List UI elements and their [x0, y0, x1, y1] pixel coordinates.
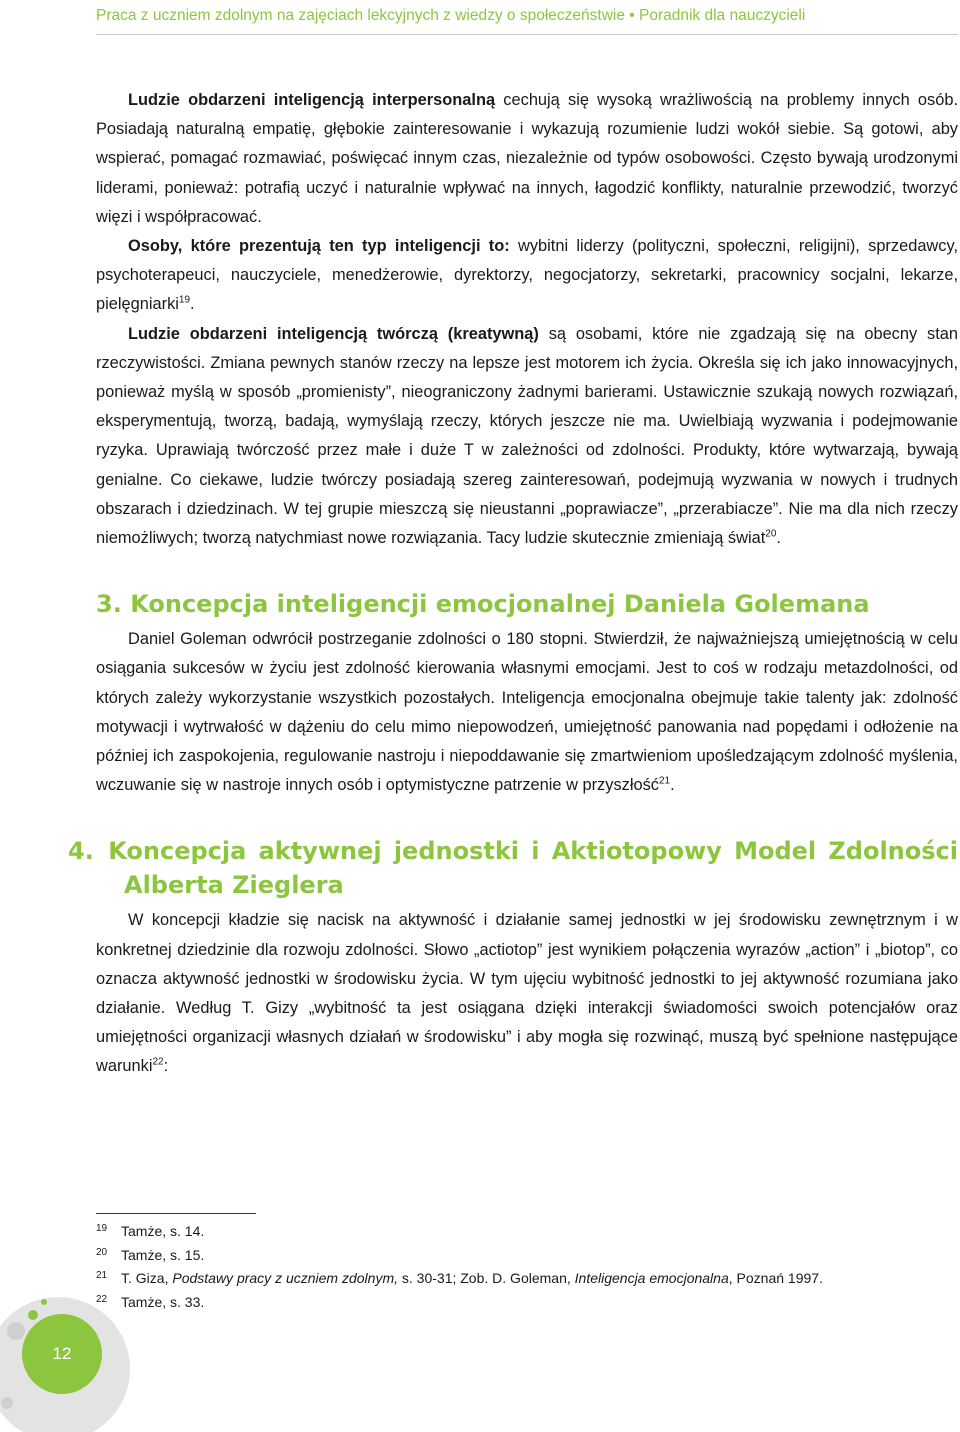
paragraph-text: W koncepcji kładzie się nacisk na aktywność i działanie samej jednostki w jej środowisku zewnętrznym i w konkretnej dziedzinie dla rozwoju zdolności. Słowo „actiotop” jest wynikiem połączenia wyrazów „action” i „biotop”, co oznacza aktywność jednostki w środowisku życia. W tym ujęciu wybitność jednostki to jej aktywność rozumiana jako działanie. Według T. Gizy „wybitność ta jest osiągana dzięki interakcji świadomości swoich potencjałów oraz umiejętności organizacji własnych działań w środowisku” i aby mogła się rozwinąć, muszą być spełnione następujące warunki — [96, 911, 958, 1076]
footnote-text: Tamże, s. 15. — [121, 1246, 205, 1263]
punctuation: . — [670, 776, 675, 795]
footnote-number: 22 — [96, 1293, 108, 1305]
footnote-20 — [96, 1244, 958, 1268]
paragraph-lead: Ludzie obdarzeni inteligencją interpersonalną — [128, 91, 496, 109]
paragraph-lead: Ludzie obdarzeni inteligencją twórczą (kreatywną) — [128, 324, 539, 343]
punctuation: . — [190, 295, 195, 314]
footnote-title: Inteligencja emocjonalna — [574, 1270, 729, 1286]
footnote-text: Tamże, s. 14. — [121, 1223, 205, 1239]
running-header: Praca z uczniem zdolnym na zajęciach lekcyjnych z wiedzy o społeczeństwie • Poradnik dla nauczycieli — [96, 7, 806, 24]
footnote-rule — [96, 1213, 256, 1214]
footnotes — [96, 1220, 958, 1314]
footnote-ref[interactable]: 21 — [658, 775, 671, 787]
section-number: 3. — [96, 590, 122, 619]
footnote-text: s. 30-31; Zob. D. Goleman, — [398, 1270, 575, 1286]
paragraph-creative — [96, 320, 958, 554]
paragraph-interpersonal — [96, 86, 958, 232]
footnote-number: 21 — [96, 1270, 108, 1281]
footnote-ref[interactable]: 20 — [765, 528, 777, 540]
punctuation: : — [163, 1057, 169, 1076]
section-heading-goleman — [96, 587, 958, 621]
paragraph-text: są osobami, które nie zgadzają się na obecny stan rzeczywistości. Zmiana pewnych stanów rzeczy na lepsze jest motorem ich życia. Określa się ich jako innowacyjnych, ponieważ myślą w sposób „promienisty”, nieograniczony żadnymi barierami. Ustawicznie szukają nowych rozwiązań, eksperymentują, tworzą, badają, wymyślają rzeczy, których jeszcze nie ma. Uwielbiają wyzwania i podejmowanie ryzyka. Uprawiają twórczość przez małe i duże T w zależności od zdolności. Produkty, które wytwarzają, bywają genialne. Co ciekawe, ludzie twórczy posiadają szereg zainteresowań, podejmują wyzwania w nowych i trudnych obszarach i dziedzinach. W tej grupie mieszczą się nieustanni „poprawiacze”, „przerabiacze”. Nie ma dla nich rzeczy niemożliwych; tworzą natychmiast nowe rozwiązania. Tacy ludzie skutecznie zmieniają świat — [96, 324, 958, 548]
footnote-number: 19 — [96, 1223, 108, 1234]
section-heading-ziegler: 4. Koncepcja aktywnej jednostki i Aktiotopowy Model Zdolności Alberta Zieglera — [68, 837, 958, 900]
footnote-number: 20 — [96, 1246, 108, 1258]
page-number: 12 — [22, 1314, 102, 1394]
footnote-title: Podstawy pracy z uczniem zdolnym, — [172, 1270, 398, 1286]
footnote-ref[interactable]: 19 — [178, 294, 191, 306]
paragraph-goleman — [96, 625, 958, 800]
section-title: Koncepcja inteligencji emocjonalnej Daniela Golemana — [130, 590, 870, 619]
paragraph-text: cechują się wysoką wrażliwością na problemy innych osób. Posiadają naturalną empatię, głębokie zainteresowanie i wykazują rozumienie ludzi wokół siebie. Są gotowi, aby wspierać, pomagać rozmawiać, poświęcać innym czas, niezależnie od typów osobowości. Często bywają urodzonymi liderami, ponieważ: potrafią uczyć i naturalnie wpływać na innych, łagodzić konflikty, naturalnie przewodzić, tworzyć więzi i współpracować. — [96, 91, 959, 226]
punctuation: . — [776, 529, 781, 548]
paragraph-lead: Osoby, które prezentują ten typ inteligencji to: — [128, 237, 510, 256]
header-rule — [96, 34, 958, 35]
footnote-22 — [96, 1291, 958, 1315]
footnote-text: T. Giza, — [121, 1270, 173, 1286]
main-content — [68, 86, 959, 1082]
paragraph-ziegler — [96, 906, 958, 1081]
footnote-ref[interactable]: 22 — [152, 1057, 164, 1069]
paragraph-text: Daniel Goleman odwrócił postrzeganie zdolności o 180 stopni. Stwierdził, że najważniejszą umiejętnością w celu osiągania sukcesów w życiu jest zdolność kierowania własnymi emocjami. Jest to coś w rodzaju metazdolności, od których zależy wykorzystanie wszystkich pozostałych. Inteligencja emocjonalna obejmuje takie talenty jak: zdolność motywacji i wytrwałość w dążeniu do celu mimo niepowodzeń, umiejętność panowania nad popędami i odłożenie na później ich zaspokojenia, regulowanie nastroju i niepoddawanie się zmartwieniom upośledzającym zdolność myślenia, wczuwanie się w nastroje innych osób i optymistyczne patrzenie w przyszłość — [96, 630, 958, 795]
footnote-19 — [96, 1220, 958, 1244]
paragraph-text: wybitni liderzy (polityczni, społeczni, religijni), sprzedawcy, psychoterapeuci, nauczyciele, menedżerowie, dyrektorzy, negocjatorzy, sekretarki, pracownicy socjalni, lekarze, pielęgniarki — [96, 237, 958, 314]
paragraph-interpersonal-professions — [96, 232, 958, 320]
footnote-text: Tamże, s. 33. — [121, 1293, 205, 1310]
section-title: Koncepcja aktywnej jednostki i Aktiotopowy Model Zdolności Alberta Zieglera — [108, 837, 958, 900]
footnote-text: , Poznań 1997. — [728, 1270, 823, 1286]
footnote-21 — [96, 1267, 958, 1291]
